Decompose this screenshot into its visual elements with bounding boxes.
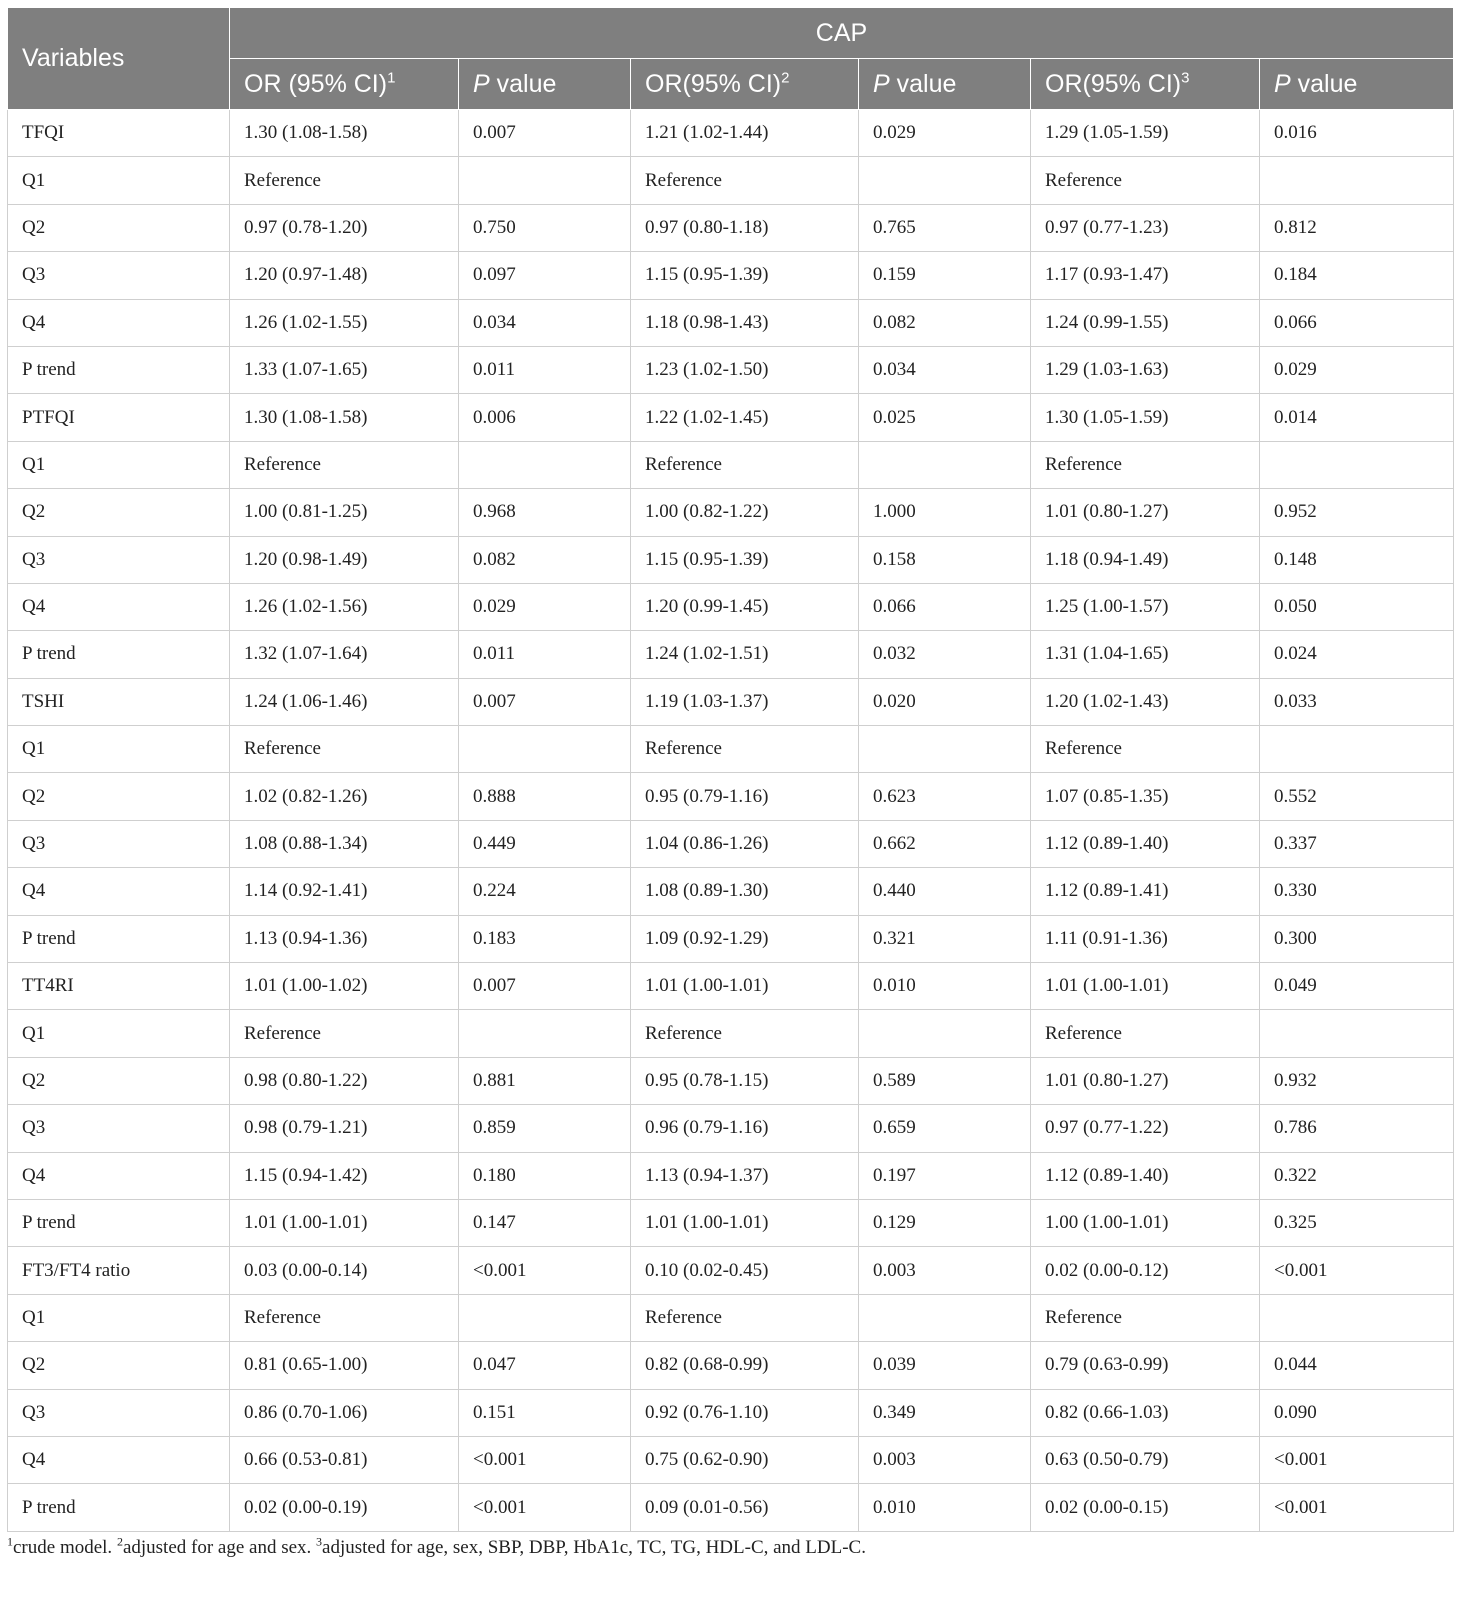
p-model3-cell: 0.050 bbox=[1260, 583, 1454, 630]
or-model2-cell: 0.75 (0.62-0.90) bbox=[631, 1436, 859, 1483]
p-model3-cell bbox=[1260, 726, 1454, 773]
table-row bbox=[8, 963, 1454, 1010]
or-model2-cell: 1.08 (0.89-1.30) bbox=[631, 868, 859, 915]
table-row bbox=[8, 631, 1454, 678]
variable-cell: Q4 bbox=[8, 1152, 230, 1199]
or-model1-cell: 1.14 (0.92-1.41) bbox=[230, 868, 459, 915]
odds-ratio-table bbox=[7, 7, 1454, 1532]
p-model1-cell: 0.047 bbox=[459, 1342, 631, 1389]
variable-cell: Q1 bbox=[8, 1010, 230, 1057]
or-model2-cell: 0.10 (0.02-0.45) bbox=[631, 1247, 859, 1294]
table-row bbox=[8, 726, 1454, 773]
variable-cell: P trend bbox=[8, 631, 230, 678]
or-model3-cell: 1.31 (1.04-1.65) bbox=[1031, 631, 1260, 678]
p-model1-cell: 0.034 bbox=[459, 299, 631, 346]
p-model1-cell: 0.007 bbox=[459, 110, 631, 157]
header-p-value-model2: P value bbox=[859, 59, 1031, 110]
variable-cell: P trend bbox=[8, 346, 230, 393]
p-model3-cell: 0.812 bbox=[1260, 204, 1454, 251]
table-row bbox=[8, 1152, 1454, 1199]
or-model3-cell: Reference bbox=[1031, 1294, 1260, 1341]
table-row bbox=[8, 678, 1454, 725]
results-table-container bbox=[7, 7, 1453, 1532]
or-model1-cell: 1.02 (0.82-1.26) bbox=[230, 773, 459, 820]
p-model2-cell: 0.082 bbox=[859, 299, 1031, 346]
p-model1-cell: 0.007 bbox=[459, 963, 631, 1010]
or-model1-cell: Reference bbox=[230, 441, 459, 488]
header-p-value-model3: P value bbox=[1260, 59, 1454, 110]
p-model1-cell bbox=[459, 1294, 631, 1341]
or-model1-cell: 0.86 (0.70-1.06) bbox=[230, 1389, 459, 1436]
p-model3-cell: 0.552 bbox=[1260, 773, 1454, 820]
p-model2-cell: 0.659 bbox=[859, 1105, 1031, 1152]
or-model2-cell: 0.95 (0.78-1.15) bbox=[631, 1057, 859, 1104]
or-model3-cell: 0.97 (0.77-1.23) bbox=[1031, 204, 1260, 251]
or-model1-cell: 1.26 (1.02-1.55) bbox=[230, 299, 459, 346]
table-row bbox=[8, 1294, 1454, 1341]
or-model2-cell: 1.15 (0.95-1.39) bbox=[631, 536, 859, 583]
or-model1-cell: 0.66 (0.53-0.81) bbox=[230, 1436, 459, 1483]
or-model1-cell: 0.81 (0.65-1.00) bbox=[230, 1342, 459, 1389]
table-row bbox=[8, 110, 1454, 157]
or-model1-cell: 1.15 (0.94-1.42) bbox=[230, 1152, 459, 1199]
or-model3-cell: 0.79 (0.63-0.99) bbox=[1031, 1342, 1260, 1389]
p-model2-cell: 0.010 bbox=[859, 1484, 1031, 1531]
variable-cell: Q4 bbox=[8, 868, 230, 915]
header-or-model3: OR(95% CI)$^3$ bbox=[1031, 59, 1260, 110]
p-model1-cell: <0.001 bbox=[459, 1436, 631, 1483]
or-model3-cell: 1.01 (0.80-1.27) bbox=[1031, 1057, 1260, 1104]
variable-cell: Q2 bbox=[8, 773, 230, 820]
p-model3-cell: 0.033 bbox=[1260, 678, 1454, 725]
or-model2-cell: Reference bbox=[631, 157, 859, 204]
p-model3-cell: <0.001 bbox=[1260, 1247, 1454, 1294]
p-model2-cell: 0.440 bbox=[859, 868, 1031, 915]
or-model3-cell: Reference bbox=[1031, 157, 1260, 204]
p-model2-cell: 0.020 bbox=[859, 678, 1031, 725]
p-model1-cell: 0.151 bbox=[459, 1389, 631, 1436]
p-model1-cell: 0.750 bbox=[459, 204, 631, 251]
or-model1-cell: Reference bbox=[230, 1294, 459, 1341]
p-model3-cell: 0.325 bbox=[1260, 1199, 1454, 1246]
p-model2-cell: 0.010 bbox=[859, 963, 1031, 1010]
or-model2-cell: 1.01 (1.00-1.01) bbox=[631, 1199, 859, 1246]
p-model2-cell bbox=[859, 1294, 1031, 1341]
table-row bbox=[8, 1342, 1454, 1389]
or-model1-cell: 1.01 (1.00-1.02) bbox=[230, 963, 459, 1010]
variable-cell: PTFQI bbox=[8, 394, 230, 441]
table-row bbox=[8, 346, 1454, 393]
or-model3-cell: 1.11 (0.91-1.36) bbox=[1031, 915, 1260, 962]
or-model3-cell: 0.02 (0.00-0.12) bbox=[1031, 1247, 1260, 1294]
or-model3-cell: 0.82 (0.66-1.03) bbox=[1031, 1389, 1260, 1436]
p-model3-cell: 0.322 bbox=[1260, 1152, 1454, 1199]
p-model2-cell bbox=[859, 726, 1031, 773]
table-row bbox=[8, 489, 1454, 536]
or-model1-cell: 0.98 (0.80-1.22) bbox=[230, 1057, 459, 1104]
p-model2-cell: 0.029 bbox=[859, 110, 1031, 157]
or-model1-cell: 0.02 (0.00-0.19) bbox=[230, 1484, 459, 1531]
or-model2-cell: 0.95 (0.79-1.16) bbox=[631, 773, 859, 820]
p-model3-cell: 0.090 bbox=[1260, 1389, 1454, 1436]
p-model1-cell: <0.001 bbox=[459, 1247, 631, 1294]
p-model1-cell bbox=[459, 441, 631, 488]
variable-cell: Q4 bbox=[8, 583, 230, 630]
p-model1-cell: 0.183 bbox=[459, 915, 631, 962]
or-model3-cell: 1.07 (0.85-1.35) bbox=[1031, 773, 1260, 820]
p-model3-cell: 0.300 bbox=[1260, 915, 1454, 962]
or-model2-cell: Reference bbox=[631, 726, 859, 773]
p-model3-cell: 0.330 bbox=[1260, 868, 1454, 915]
or-model2-cell: 1.20 (0.99-1.45) bbox=[631, 583, 859, 630]
p-model3-cell: 0.337 bbox=[1260, 820, 1454, 867]
or-model1-cell: 1.20 (0.97-1.48) bbox=[230, 252, 459, 299]
or-model3-cell: 1.17 (0.93-1.47) bbox=[1031, 252, 1260, 299]
or-model3-cell: 1.00 (1.00-1.01) bbox=[1031, 1199, 1260, 1246]
or-model1-cell: Reference bbox=[230, 157, 459, 204]
or-model2-cell: 1.24 (1.02-1.51) bbox=[631, 631, 859, 678]
variable-cell: Q1 bbox=[8, 726, 230, 773]
p-model2-cell: 0.003 bbox=[859, 1247, 1031, 1294]
or-model1-cell: Reference bbox=[230, 726, 459, 773]
p-model1-cell: 0.968 bbox=[459, 489, 631, 536]
or-model1-cell: 0.97 (0.78-1.20) bbox=[230, 204, 459, 251]
or-model3-cell: 1.18 (0.94-1.49) bbox=[1031, 536, 1260, 583]
or-model1-cell: 1.20 (0.98-1.49) bbox=[230, 536, 459, 583]
header-variables: Variables bbox=[8, 8, 230, 110]
or-model1-cell: 1.01 (1.00-1.01) bbox=[230, 1199, 459, 1246]
or-model2-cell: Reference bbox=[631, 441, 859, 488]
p-model1-cell bbox=[459, 726, 631, 773]
or-model2-cell: 1.13 (0.94-1.37) bbox=[631, 1152, 859, 1199]
header-or-model2: OR(95% CI)$^2$ bbox=[631, 59, 859, 110]
table-header bbox=[8, 8, 1454, 110]
variable-cell: Q3 bbox=[8, 536, 230, 583]
or-model3-cell: 0.02 (0.00-0.15) bbox=[1031, 1484, 1260, 1531]
p-model2-cell: 1.000 bbox=[859, 489, 1031, 536]
table-row bbox=[8, 583, 1454, 630]
or-model1-cell: 1.24 (1.06-1.46) bbox=[230, 678, 459, 725]
p-model3-cell: 0.049 bbox=[1260, 963, 1454, 1010]
p-model2-cell bbox=[859, 441, 1031, 488]
or-model2-cell: 1.18 (0.98-1.43) bbox=[631, 299, 859, 346]
or-model3-cell: 1.30 (1.05-1.59) bbox=[1031, 394, 1260, 441]
variable-cell: Q1 bbox=[8, 157, 230, 204]
p-model2-cell: 0.025 bbox=[859, 394, 1031, 441]
p-model3-cell bbox=[1260, 157, 1454, 204]
or-model3-cell: 1.25 (1.00-1.57) bbox=[1031, 583, 1260, 630]
or-model3-cell: 1.12 (0.89-1.40) bbox=[1031, 820, 1260, 867]
variable-cell: P trend bbox=[8, 915, 230, 962]
table-row bbox=[8, 1199, 1454, 1246]
table-footnote: $^1$crude model. $^2$adjusted for age and sex. $^3$adjusted for age, sex, SBP, DBP, HbA1c, TC, TG, HDL-C, and LDL-C. bbox=[7, 1534, 866, 1558]
p-model3-cell: <0.001 bbox=[1260, 1436, 1454, 1483]
table-row bbox=[8, 868, 1454, 915]
table-row bbox=[8, 157, 1454, 204]
p-model1-cell: 0.011 bbox=[459, 346, 631, 393]
p-model3-cell: 0.014 bbox=[1260, 394, 1454, 441]
or-model1-cell: 1.32 (1.07-1.64) bbox=[230, 631, 459, 678]
p-model3-cell: 0.024 bbox=[1260, 631, 1454, 678]
variable-cell: P trend bbox=[8, 1199, 230, 1246]
table-row bbox=[8, 1436, 1454, 1483]
or-model2-cell: 0.96 (0.79-1.16) bbox=[631, 1105, 859, 1152]
or-model2-cell: 1.00 (0.82-1.22) bbox=[631, 489, 859, 536]
p-model2-cell: 0.662 bbox=[859, 820, 1031, 867]
or-model2-cell: 0.97 (0.80-1.18) bbox=[631, 204, 859, 251]
or-model2-cell: 0.82 (0.68-0.99) bbox=[631, 1342, 859, 1389]
or-model3-cell: 1.12 (0.89-1.40) bbox=[1031, 1152, 1260, 1199]
p-model2-cell: 0.349 bbox=[859, 1389, 1031, 1436]
variable-cell: Q2 bbox=[8, 489, 230, 536]
variable-cell: Q4 bbox=[8, 1436, 230, 1483]
p-model3-cell bbox=[1260, 441, 1454, 488]
or-model3-cell: Reference bbox=[1031, 726, 1260, 773]
p-model1-cell: 0.449 bbox=[459, 820, 631, 867]
p-model3-cell: <0.001 bbox=[1260, 1484, 1454, 1531]
p-model1-cell: 0.011 bbox=[459, 631, 631, 678]
or-model3-cell: 1.24 (0.99-1.55) bbox=[1031, 299, 1260, 346]
or-model2-cell: 1.15 (0.95-1.39) bbox=[631, 252, 859, 299]
variable-cell: Q2 bbox=[8, 1057, 230, 1104]
or-model2-cell: 0.92 (0.76-1.10) bbox=[631, 1389, 859, 1436]
variable-cell: Q3 bbox=[8, 1389, 230, 1436]
p-model3-cell bbox=[1260, 1294, 1454, 1341]
table-row bbox=[8, 1389, 1454, 1436]
or-model3-cell: 0.63 (0.50-0.79) bbox=[1031, 1436, 1260, 1483]
or-model2-cell: Reference bbox=[631, 1294, 859, 1341]
or-model1-cell: Reference bbox=[230, 1010, 459, 1057]
table-row bbox=[8, 536, 1454, 583]
p-model2-cell: 0.623 bbox=[859, 773, 1031, 820]
p-model2-cell: 0.589 bbox=[859, 1057, 1031, 1104]
or-model2-cell: 1.04 (0.86-1.26) bbox=[631, 820, 859, 867]
or-model3-cell: 1.01 (0.80-1.27) bbox=[1031, 489, 1260, 536]
variable-cell: Q1 bbox=[8, 441, 230, 488]
table-row bbox=[8, 394, 1454, 441]
or-model1-cell: 1.30 (1.08-1.58) bbox=[230, 110, 459, 157]
header-or-model1: OR (95% CI)$^1$ bbox=[230, 59, 459, 110]
p-model2-cell bbox=[859, 157, 1031, 204]
table-row bbox=[8, 1010, 1454, 1057]
or-model1-cell: 0.03 (0.00-0.14) bbox=[230, 1247, 459, 1294]
p-model1-cell: 0.881 bbox=[459, 1057, 631, 1104]
header-cap-group: CAP bbox=[230, 8, 1454, 59]
table-row bbox=[8, 1484, 1454, 1531]
p-model3-cell: 0.066 bbox=[1260, 299, 1454, 346]
variable-cell: Q1 bbox=[8, 1294, 230, 1341]
p-model1-cell bbox=[459, 157, 631, 204]
or-model2-cell: 0.09 (0.01-0.56) bbox=[631, 1484, 859, 1531]
p-model1-cell: 0.180 bbox=[459, 1152, 631, 1199]
p-model1-cell: 0.224 bbox=[459, 868, 631, 915]
table-body bbox=[8, 110, 1454, 1532]
p-model2-cell: 0.158 bbox=[859, 536, 1031, 583]
p-model1-cell: 0.007 bbox=[459, 678, 631, 725]
p-model1-cell: 0.859 bbox=[459, 1105, 631, 1152]
p-model3-cell: 0.932 bbox=[1260, 1057, 1454, 1104]
p-model1-cell: 0.006 bbox=[459, 394, 631, 441]
p-model2-cell: 0.159 bbox=[859, 252, 1031, 299]
or-model1-cell: 1.08 (0.88-1.34) bbox=[230, 820, 459, 867]
p-model2-cell: 0.039 bbox=[859, 1342, 1031, 1389]
or-model3-cell: 1.01 (1.00-1.01) bbox=[1031, 963, 1260, 1010]
table-row bbox=[8, 204, 1454, 251]
variable-cell: Q4 bbox=[8, 299, 230, 346]
p-model2-cell: 0.066 bbox=[859, 583, 1031, 630]
variable-cell: FT3/FT4 ratio bbox=[8, 1247, 230, 1294]
table-row bbox=[8, 252, 1454, 299]
p-model1-cell: 0.029 bbox=[459, 583, 631, 630]
or-model2-cell: Reference bbox=[631, 1010, 859, 1057]
or-model2-cell: 1.09 (0.92-1.29) bbox=[631, 915, 859, 962]
variable-cell: TT4RI bbox=[8, 963, 230, 1010]
or-model1-cell: 0.98 (0.79-1.21) bbox=[230, 1105, 459, 1152]
or-model1-cell: 1.13 (0.94-1.36) bbox=[230, 915, 459, 962]
or-model2-cell: 1.01 (1.00-1.01) bbox=[631, 963, 859, 1010]
header-p-value-model1: P value bbox=[459, 59, 631, 110]
variable-cell: Q3 bbox=[8, 252, 230, 299]
p-model1-cell: 0.082 bbox=[459, 536, 631, 583]
p-model3-cell bbox=[1260, 1010, 1454, 1057]
or-model2-cell: 1.21 (1.02-1.44) bbox=[631, 110, 859, 157]
p-model2-cell: 0.032 bbox=[859, 631, 1031, 678]
or-model1-cell: 1.33 (1.07-1.65) bbox=[230, 346, 459, 393]
p-model3-cell: 0.148 bbox=[1260, 536, 1454, 583]
table-row bbox=[8, 915, 1454, 962]
p-model2-cell: 0.034 bbox=[859, 346, 1031, 393]
variable-cell: TFQI bbox=[8, 110, 230, 157]
or-model1-cell: 1.30 (1.08-1.58) bbox=[230, 394, 459, 441]
variable-cell: Q3 bbox=[8, 820, 230, 867]
variable-cell: Q3 bbox=[8, 1105, 230, 1152]
p-model3-cell: 0.952 bbox=[1260, 489, 1454, 536]
variable-cell: Q2 bbox=[8, 204, 230, 251]
p-model1-cell bbox=[459, 1010, 631, 1057]
p-model2-cell bbox=[859, 1010, 1031, 1057]
variable-cell: P trend bbox=[8, 1484, 230, 1531]
or-model2-cell: 1.22 (1.02-1.45) bbox=[631, 394, 859, 441]
or-model3-cell: 1.12 (0.89-1.41) bbox=[1031, 868, 1260, 915]
p-model3-cell: 0.029 bbox=[1260, 346, 1454, 393]
or-model3-cell: 1.20 (1.02-1.43) bbox=[1031, 678, 1260, 725]
p-model1-cell: 0.147 bbox=[459, 1199, 631, 1246]
table-row bbox=[8, 441, 1454, 488]
table-row bbox=[8, 820, 1454, 867]
p-model2-cell: 0.765 bbox=[859, 204, 1031, 251]
or-model2-cell: 1.23 (1.02-1.50) bbox=[631, 346, 859, 393]
p-model1-cell: 0.097 bbox=[459, 252, 631, 299]
p-model2-cell: 0.129 bbox=[859, 1199, 1031, 1246]
p-model3-cell: 0.044 bbox=[1260, 1342, 1454, 1389]
p-model1-cell: <0.001 bbox=[459, 1484, 631, 1531]
p-model3-cell: 0.016 bbox=[1260, 110, 1454, 157]
or-model3-cell: 1.29 (1.03-1.63) bbox=[1031, 346, 1260, 393]
table-row bbox=[8, 773, 1454, 820]
p-model1-cell: 0.888 bbox=[459, 773, 631, 820]
table-row bbox=[8, 1057, 1454, 1104]
variable-cell: TSHI bbox=[8, 678, 230, 725]
variable-cell: Q2 bbox=[8, 1342, 230, 1389]
p-model2-cell: 0.321 bbox=[859, 915, 1031, 962]
or-model2-cell: 1.19 (1.03-1.37) bbox=[631, 678, 859, 725]
table-row bbox=[8, 1247, 1454, 1294]
or-model3-cell: Reference bbox=[1031, 441, 1260, 488]
table-row bbox=[8, 1105, 1454, 1152]
p-model3-cell: 0.786 bbox=[1260, 1105, 1454, 1152]
p-model3-cell: 0.184 bbox=[1260, 252, 1454, 299]
or-model3-cell: Reference bbox=[1031, 1010, 1260, 1057]
or-model1-cell: 1.00 (0.81-1.25) bbox=[230, 489, 459, 536]
or-model1-cell: 1.26 (1.02-1.56) bbox=[230, 583, 459, 630]
p-model2-cell: 0.197 bbox=[859, 1152, 1031, 1199]
table-row bbox=[8, 299, 1454, 346]
or-model3-cell: 0.97 (0.77-1.22) bbox=[1031, 1105, 1260, 1152]
or-model3-cell: 1.29 (1.05-1.59) bbox=[1031, 110, 1260, 157]
p-model2-cell: 0.003 bbox=[859, 1436, 1031, 1483]
